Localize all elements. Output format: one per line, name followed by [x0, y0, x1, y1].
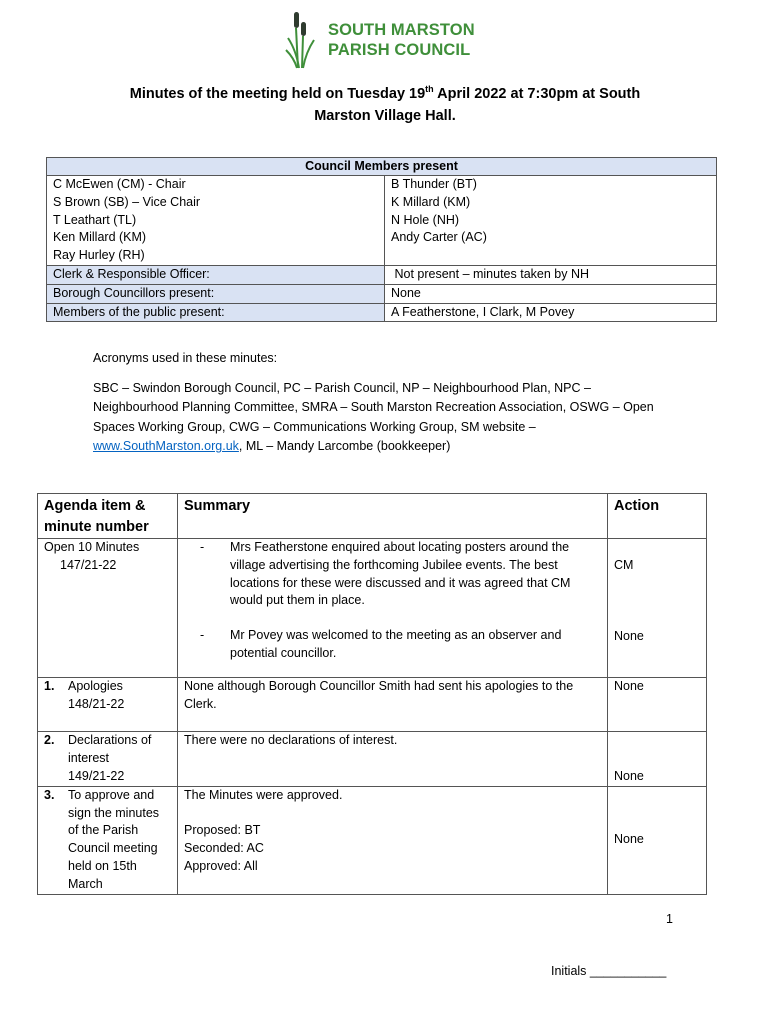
numbered-item [44, 787, 171, 894]
table-row [38, 732, 707, 786]
members-right-column [385, 176, 717, 266]
members-left-column [47, 176, 385, 266]
bullet-text: Mr Povey was welcomed to the meeting as an observer and potential councillor. [230, 628, 562, 660]
logo-text [328, 20, 475, 60]
minute-number: 149/21-22 [68, 768, 125, 783]
member-name: S Brown (SB) – Vice Chair [53, 194, 201, 209]
approved: Approved: All [184, 858, 258, 873]
list-item [200, 539, 601, 610]
numbered-item [44, 732, 171, 785]
header-text: minute number [44, 519, 149, 535]
member-name: N Hole (NH) [391, 212, 460, 227]
item-text [68, 678, 124, 714]
agenda-table [37, 493, 707, 895]
list-item [200, 627, 601, 663]
summary-cell [178, 786, 608, 894]
item-cell [38, 786, 178, 894]
website-link[interactable]: www.SouthMarston.org.uk [93, 439, 239, 453]
item-number: 3. [44, 787, 55, 802]
acronyms-section [93, 349, 673, 467]
item-cell [38, 539, 178, 678]
members-heading: Council Members present [47, 158, 717, 176]
item-title: Apologies [68, 678, 123, 693]
title-part-1: Minutes of the meeting held on Tuesday 19 [129, 85, 426, 102]
public-members-value: A Featherstone, I Clark, M Povey [385, 303, 717, 322]
borough-councillors-value: None [385, 284, 717, 303]
item-title: Open 10 Minutes [44, 540, 140, 554]
proposed: Proposed: BT [184, 823, 261, 838]
parish-council-logo [284, 10, 504, 70]
member-name: T Leathart (TL) [53, 212, 137, 227]
initials-field: Initials ___________ [551, 964, 667, 978]
clerk-label: Clerk & Responsible Officer: [47, 265, 385, 284]
agenda-header-summary: Summary [178, 494, 608, 539]
action-value: None [608, 677, 707, 732]
page-title [60, 78, 710, 127]
member-name: B Thunder (BT) [391, 177, 477, 191]
member-name: K Millard (KM) [391, 194, 471, 209]
summary-cell: There were no declarations of interest. [178, 732, 608, 786]
item-title: To approve and sign the minutes of the Parish Council meeting held on 15th March [68, 787, 160, 891]
title-line-2: Marston Village Hall. [314, 107, 456, 124]
clerk-value: Not present – minutes taken by NH [385, 265, 717, 284]
bullet-dash: - [200, 540, 205, 554]
acronyms-heading: Acronyms used in these minutes: [93, 351, 278, 365]
table-row [38, 539, 707, 678]
item-cell [38, 732, 178, 786]
seconded: Seconded: AC [184, 841, 264, 856]
member-name: Ken Millard (KM) [53, 230, 147, 245]
member-name: C McEwen (CM) - Chair [53, 177, 186, 191]
summary-text: The Minutes were approved. [184, 787, 343, 802]
item-text [68, 732, 171, 785]
item-title: Declarations of interest [68, 733, 152, 766]
item-cell [38, 677, 178, 732]
action-value: CM [614, 557, 634, 572]
public-members-label: Members of the public present: [47, 303, 385, 322]
title-sup: th [425, 84, 434, 94]
action-value: None [608, 732, 707, 786]
header-text: Agenda item & [44, 498, 146, 514]
page-number: 1 [666, 912, 673, 926]
acronyms-list: SBC – Swindon Borough Council, PC – Parish Council, NP – Neighbourhood Plan, NPC – Neighbourhood Planning Committee, SMRA – South Marston Recreation Association, OSWG – Open Spaces Working Group, CWG – Communications Working Group, SM website – [93, 380, 654, 434]
item-number: 2. [44, 733, 55, 748]
member-name: Ray Hurley (RH) [53, 248, 145, 263]
action-cell [608, 539, 707, 678]
action-value: None [614, 628, 644, 643]
logo-line-2: PARISH COUNCIL [328, 41, 471, 59]
numbered-item [44, 678, 171, 714]
council-members-table [46, 157, 717, 322]
table-row [38, 786, 707, 894]
minute-number: 147/21-22 [60, 557, 117, 572]
agenda-header-item [38, 494, 178, 539]
title-part-2: April 2022 at 7:30pm at South [433, 85, 641, 102]
action-value: None [608, 786, 707, 894]
acronyms-list-end: , ML – Mandy Larcombe (bookkeeper) [238, 439, 451, 453]
agenda-header-action: Action [608, 494, 707, 539]
bullet-text: Mrs Featherstone enquired about locating posters around the village advertising the forthcoming Jubilee events. The best locations for these were discussed and it was agreed that CM would put them in place. [230, 540, 571, 608]
acronyms-text [93, 379, 673, 457]
table-row [38, 677, 707, 732]
bullet-dash: - [200, 628, 205, 643]
bulrush-icon [284, 10, 324, 70]
item-number: 1. [44, 678, 55, 693]
minute-number: 148/21-22 [68, 696, 125, 711]
summary-cell: None although Borough Councillor Smith had sent his apologies to the Clerk. [178, 677, 608, 732]
summary-cell [178, 539, 608, 678]
borough-councillors-label: Borough Councillors present: [47, 284, 385, 303]
member-name: Andy Carter (AC) [391, 230, 487, 245]
logo-line-1: SOUTH MARSTON [328, 21, 475, 39]
